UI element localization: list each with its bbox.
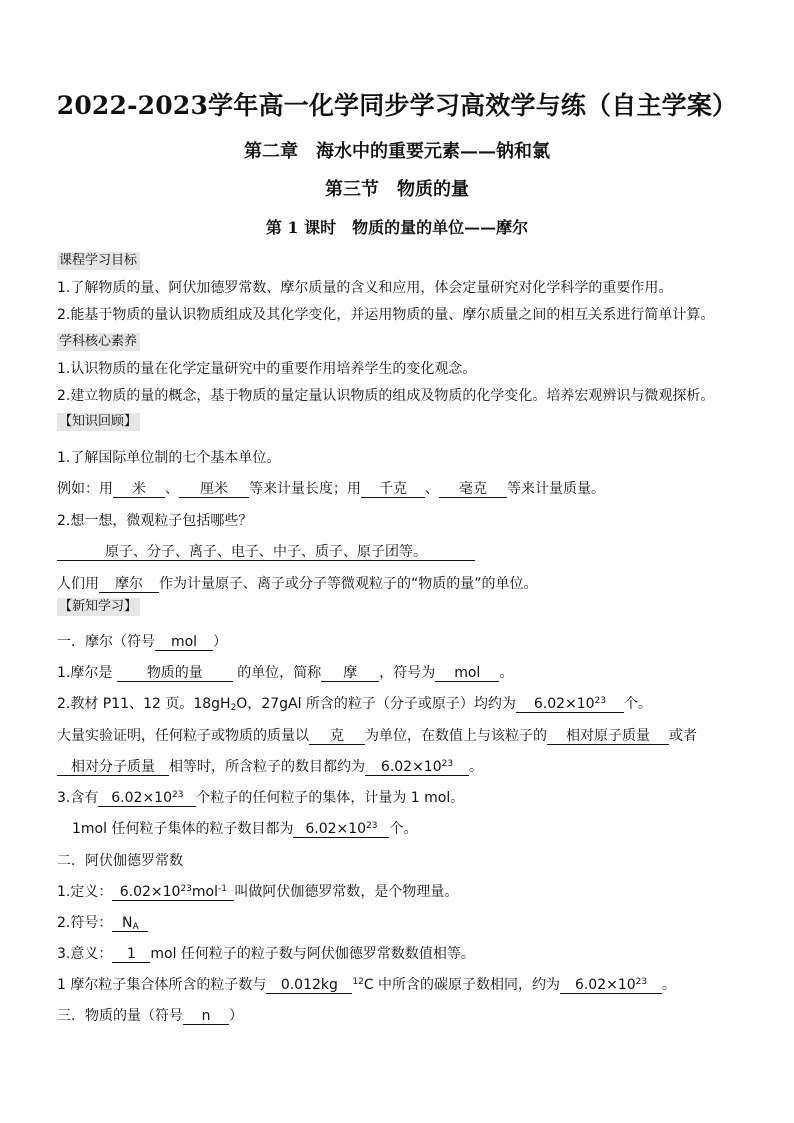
- text: 1 摩尔粒子集合体所含的粒子数与: [57, 977, 267, 993]
- text: 1.摩尔是: [57, 665, 113, 681]
- answer-blank: [560, 977, 662, 994]
- text: 6.02×10: [111, 790, 172, 806]
- answer-blank: 摩: [321, 665, 379, 682]
- superscript: 23: [441, 759, 454, 769]
- document-title: 2022-2023学年高一化学同步学习高效学与练（自主学案）: [56, 91, 738, 120]
- text: 大量实验证明，任何粒子或物质的质量以: [57, 728, 309, 744]
- answer-blank: [293, 821, 389, 838]
- text: 个。: [389, 821, 418, 837]
- answer-blank: 米: [113, 481, 165, 498]
- text: 2.符号：: [57, 915, 113, 931]
- text: ，符号为: [379, 665, 436, 681]
- text: 6.02×10: [119, 884, 181, 900]
- one-mol-line: [72, 820, 754, 838]
- superscript: 23: [635, 977, 648, 987]
- text: 人们用: [57, 576, 99, 592]
- section1-heading: [57, 633, 754, 651]
- text: 三．物质的量（符号: [57, 1008, 183, 1024]
- answer-blank: mol: [155, 634, 213, 651]
- text: 一．摩尔（符号: [57, 634, 155, 650]
- text: 。: [499, 665, 514, 681]
- review-q2-answer-line: [57, 543, 754, 561]
- answer-blank: [112, 915, 148, 932]
- subscript: 2: [230, 703, 237, 713]
- answer-blank: [365, 759, 469, 776]
- text: 作为计量原子、离子或分子等微观粒子的“物质的量”的单位。: [159, 576, 538, 592]
- answer-blank: [112, 884, 234, 901]
- answer-blank: 1: [112, 946, 150, 963]
- core-item: 2.建立物质的量的概念，基于物质的量定量认识物质的组成及物质的化学变化。培养宏观辨识与微观探析。: [57, 388, 715, 404]
- text: mol: [191, 884, 218, 900]
- text: N: [122, 915, 133, 931]
- text: 6.02×10: [305, 821, 367, 837]
- newknow-heading: 【新知学习】: [57, 598, 140, 616]
- superscript: 23: [366, 821, 378, 831]
- review-heading: 【知识回顾】: [57, 413, 140, 431]
- answer-blank: [98, 790, 196, 807]
- textbook-line: [57, 695, 754, 713]
- text: O，27gAl 所含的粒子（分子或原子）均约为: [236, 696, 516, 712]
- goal-item: 1.了解物质的量、阿伏加德罗常数、摩尔质量的含义和应用，体会定量研究对化学科学的重要作用。: [57, 280, 673, 296]
- text: C 中所含的碳原子数相同，约为: [363, 977, 561, 993]
- text: 。: [662, 977, 677, 993]
- goals-heading: 课程学习目标: [57, 252, 140, 270]
- text: 的单位，简称: [237, 665, 322, 681]
- review-question-1: 1.了解国际单位制的七个基本单位。: [57, 450, 281, 466]
- text: 1.定义：: [57, 884, 113, 900]
- text: 个粒子的任何粒子的集体，计量为 1 mol。: [196, 790, 465, 806]
- section-title: 第三节 物质的量: [325, 179, 469, 200]
- experiment-line-2: [57, 758, 754, 776]
- text: 例如：用: [57, 481, 113, 497]
- text: ）: [229, 1008, 243, 1024]
- superscript: -1: [218, 884, 227, 894]
- section3-heading: [57, 1007, 754, 1025]
- superscript: 23: [180, 884, 192, 894]
- text: 1mol 任何粒子集体的粒子数目都为: [72, 821, 294, 837]
- text: ）: [213, 634, 227, 650]
- text: 。: [469, 759, 483, 775]
- answer-blank: [516, 696, 624, 713]
- mol-collective-line: [57, 789, 754, 807]
- experiment-line-1: [57, 727, 754, 745]
- answer-blank: 0.012kg: [266, 977, 352, 994]
- text: 2.教材 P11、12 页。18gH: [57, 696, 231, 712]
- text: 6.02×10: [380, 759, 442, 775]
- text: 3.意义：: [57, 946, 113, 962]
- answer-blank: 厘米: [179, 481, 249, 498]
- text: 等来计量长度；用: [249, 481, 361, 497]
- core-item: 1.认识物质的量在化学定量研究中的重要作用培养学生的变化观念。: [57, 361, 477, 377]
- goal-item: 2.能基于物质的量认识物质组成及其化学变化，并运用物质的量、摩尔质量之间的相互关系进行简单计算。: [57, 307, 715, 323]
- avogadro-definition-line: [57, 883, 754, 901]
- section2-heading: 二．阿伏伽德罗常数: [57, 853, 183, 869]
- answer-blank: n: [183, 1008, 229, 1025]
- text: 、: [425, 481, 439, 497]
- superscript: 23: [171, 790, 184, 800]
- carbon-12-line: [57, 976, 754, 994]
- avogadro-symbol-line: [57, 914, 754, 932]
- answer-blank: 物质的量: [117, 665, 233, 682]
- text: 相等时，所含粒子的数目都约为: [169, 759, 365, 775]
- text: 等来计量质量。: [507, 481, 605, 497]
- answer-blank: 克: [309, 728, 365, 745]
- text: 个。: [623, 696, 652, 712]
- superscript: 23: [594, 696, 607, 706]
- answer-blank: 相对原子质量: [547, 728, 669, 745]
- text: 为单位，在数值上与该粒子的: [365, 728, 547, 744]
- review-mol-line: [57, 575, 754, 593]
- text: 或者: [669, 728, 697, 744]
- core-heading: 学科核心素养: [57, 333, 140, 351]
- avogadro-meaning-line: [57, 945, 754, 963]
- text: 3.含有: [57, 790, 99, 806]
- subscript: A: [132, 922, 139, 932]
- mol-definition-line: [57, 664, 754, 682]
- answer-blank: 毫克: [439, 481, 507, 498]
- lesson-title: 第 1 课时 物质的量的单位——摩尔: [265, 218, 529, 237]
- answer-blank: 千克: [361, 481, 425, 498]
- chapter-title: 第二章 海水中的重要元素——钠和氯: [244, 141, 550, 162]
- answer-blank: 原子、分子、离子、电子、中子、质子、原子团等。: [57, 544, 475, 561]
- review-example-line: [57, 480, 754, 498]
- superscript: 12: [352, 977, 364, 987]
- text: 6.02×10: [574, 977, 636, 993]
- answer-blank: 摩尔: [99, 576, 159, 593]
- answer-blank: 相对分子质量: [57, 759, 169, 776]
- text: 、: [165, 481, 179, 497]
- review-question-2: 2.想一想，微观粒子包括哪些？: [57, 513, 253, 529]
- text: mol 任何粒子的粒子数与阿伏伽德罗常数数值相等。: [150, 946, 475, 962]
- text: 6.02×10: [533, 696, 595, 712]
- answer-blank: mol: [435, 665, 499, 682]
- text: 叫做阿伏伽德罗常数，是个物理量。: [234, 884, 459, 900]
